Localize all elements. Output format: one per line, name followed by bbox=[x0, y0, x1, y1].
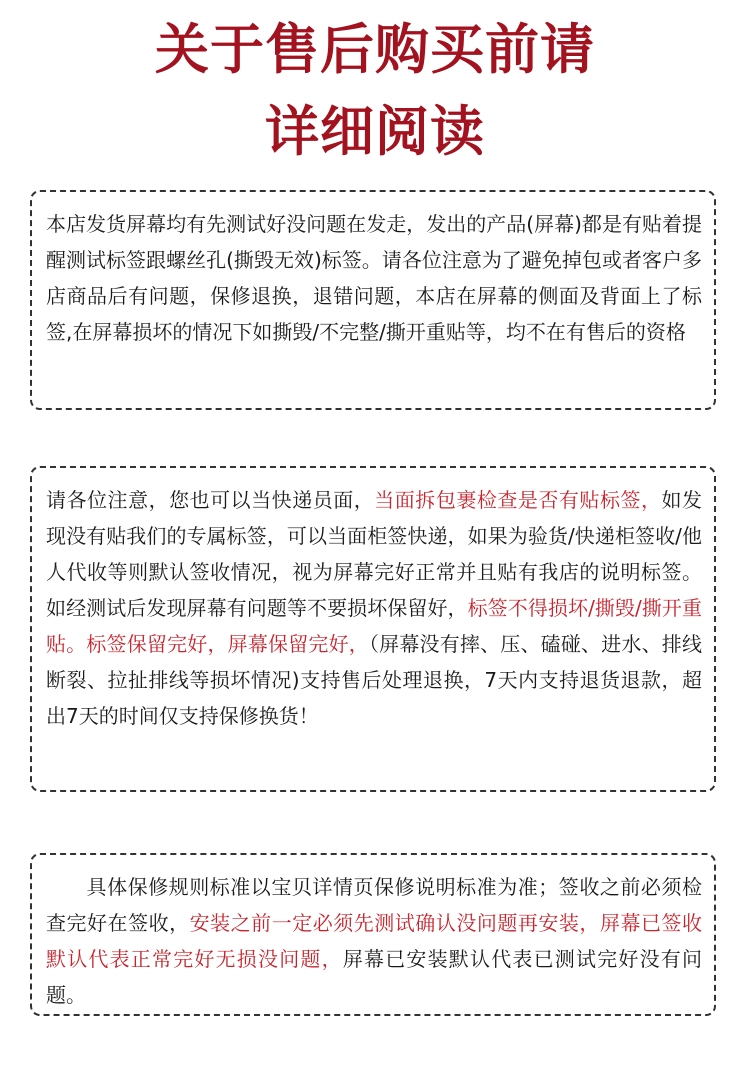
notice-warranty-highlight: 安装之前一定必须先测试确认没问题再安装，屏幕已签收默认代表正常完好无损没问题， bbox=[46, 911, 703, 971]
notice-inspection-text-1: 请各位注意，您也可以当快递员面， bbox=[46, 488, 375, 512]
notice-warranty-text-2: 屏幕已安装默认代表已测试完好没有问题。 bbox=[46, 947, 703, 1007]
notice-box-inspection bbox=[30, 466, 716, 792]
notice-warranty-text-1: 具体保修规则标准以宝贝详情页保修说明标准为准；签收之前必须检查完好在签收， bbox=[46, 875, 702, 935]
page-title-line-2: 详细阅读 bbox=[265, 100, 485, 163]
notice-inspection-text-2: 如发现没有贴我们的专属标签，可以当面柜签快递，如果为验货/快递柜签收/他人代收等则默认签收情况，视为屏幕完好正常并且贴有我店的说明标签。如经测试后发现屏幕有问题等不要损坏保留好， bbox=[46, 488, 703, 620]
notice-inspection-highlight-1: 当面拆包裹检查是否有贴标签， bbox=[374, 488, 662, 512]
notice-inspection-highlight-2: 标签不得损坏/撕毁/撕开重贴。标签保留完好，屏幕保留完好， bbox=[46, 596, 703, 656]
notice-box-warranty bbox=[30, 853, 716, 1016]
notice-inspection-text-3: （屏幕没有摔、压、磕碰、进水、排线断裂、拉扯排线等损坏情况)支持售后处理退换，7天内支持退货退款，超出7天的时间仅支持保修换货！ bbox=[46, 632, 702, 728]
notice-box-tag-policy bbox=[30, 190, 716, 410]
notice-tag-policy-text: 本店发货屏幕均有先测试好没问题在发走，发出的产品(屏幕)都是有贴着提醒测试标签跟螺丝孔(撕毁无效)标签。请各位注意为了避免掉包或者客户多店商品后有问题，保修退换，退错问题，本店在屏幕的侧面及背面上了标签,在屏幕损坏的情况下如撕毁/不完整/撕开重贴等，均不在有售后的资格 bbox=[46, 212, 702, 344]
page-title-line-1: 关于售后购买前请 bbox=[155, 18, 595, 81]
